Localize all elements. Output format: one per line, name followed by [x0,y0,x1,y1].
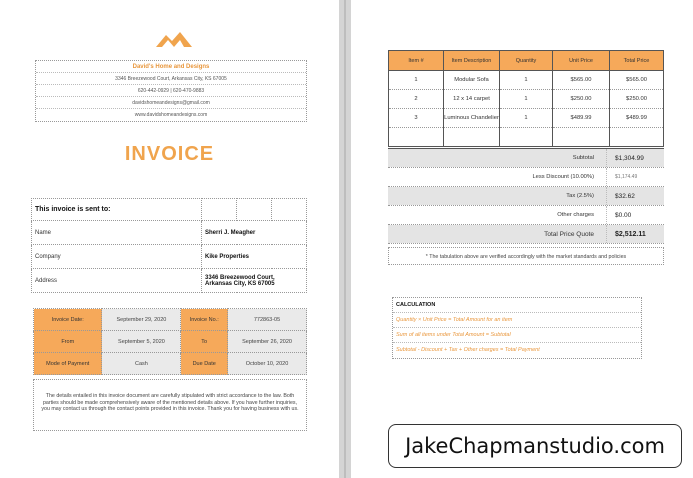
item-unit-price: $250.00 [553,90,610,109]
table-row [389,90,664,109]
item-qty: 1 [500,90,553,109]
calculation-box [392,297,642,359]
company-address: 3346 Breezewood Court, Arkansas City, KS 67005 [36,73,306,85]
item-desc: 12 x 14 carpet [444,90,500,109]
address-value: 3346 Breezewood Court, Arkansas City, KS 67005 [202,269,307,293]
col-header-item-num: Item # [389,51,444,71]
item-total: $250.00 [610,90,664,109]
other-charges-row [388,206,664,225]
company-label: Company [32,245,202,269]
col-header-quantity: Quantity [500,51,553,71]
empty-cell [553,128,610,147]
item-num: 3 [389,109,444,128]
col-header-description: Item Description [444,51,500,71]
item-total: $489.99 [610,109,664,128]
discount-label: Less Discount (10.00%) [532,174,594,180]
company-website: www.davidshomeandesigns.com [134,112,208,118]
due-date-value: October 10, 2020 [228,353,307,375]
col-header-unit-price: Unit Price [553,51,610,71]
sent-to-table [31,198,307,293]
payment-label: Mode of Payment [34,353,102,375]
company-phone: 620-442-0929 | 620-470-9883 [36,85,306,97]
invoice-no-value: 772863-05 [228,309,307,331]
item-unit-price: $565.00 [553,71,610,90]
calculation-line: Sum of all items under Total Amount = Subtotal [393,328,641,343]
other-charges-value: $0.00 [606,206,664,224]
empty-cell [202,199,237,221]
tax-value: $32.62 [606,187,664,205]
company-name: David's Home and Designs [36,61,306,73]
item-unit-price: $489.99 [553,109,610,128]
legal-note: The details entailed in this invoice document are carefully stipulated with strict accordance to the law. Both parties should be made comprehensively aware of the mentioned details above. If you have further inquiries, you may contact us through the contact points provided in this invoice. Thank you for having business with us. [33,379,307,431]
mountain-logo-icon [154,29,194,49]
due-date-label: Due Date [181,353,228,375]
col-header-total-price: Total Price [610,51,664,71]
items-table [388,50,664,147]
to-value: September 26, 2020 [228,331,307,353]
empty-cell [500,128,553,147]
empty-cell [444,128,500,147]
subtotal-row [388,149,664,168]
payment-value: Cash [102,353,181,375]
invoice-date-value: September 29, 2020 [102,309,181,331]
total-row [388,225,664,244]
to-label: To [181,331,228,353]
company-header [35,60,307,122]
tax-label: Tax (2.5%) [388,187,606,205]
discount-row [388,168,664,187]
watermark: JakeChapmanstudio.com [388,424,682,468]
totals-section [388,148,664,244]
empty-cell [389,128,444,147]
calculation-title: CALCULATION [393,298,641,313]
item-desc: Modular Sofa [444,71,500,90]
tax-row [388,187,664,206]
empty-cell [237,199,272,221]
invoice-dates-table [33,308,307,375]
calculation-line: Quantity × Unit Price = Total Amount for an item [393,313,641,328]
invoice-no-label: Invoice No.: [181,309,228,331]
from-label: From [34,331,102,353]
item-num: 1 [389,71,444,90]
item-num: 2 [389,90,444,109]
empty-cell [272,199,307,221]
invoice-date-label: Invoice Date: [34,309,102,331]
empty-cell [610,128,664,147]
table-row [389,109,664,128]
total-value: $2,512.11 [606,225,664,243]
calculation-line: Subtotal - Discount + Tax + Other charges = Total Payment [396,347,540,353]
name-value: Sherri J. Meagher [202,221,307,245]
sent-to-heading: This invoice is sent to: [32,199,202,221]
company-email: davidshomeandesigns@gmail.com [36,97,306,109]
name-label: Name [32,221,202,245]
from-value: September 5, 2020 [102,331,181,353]
subtotal-value: $1,304.99 [606,149,664,167]
item-total: $565.00 [610,71,664,90]
invoice-title: INVOICE [124,143,215,165]
total-label: Total Price Quote [388,225,606,243]
table-row [389,128,664,147]
item-qty: 1 [500,109,553,128]
other-charges-label: Other charges [557,212,594,218]
page-divider [344,0,346,478]
discount-value: $1,174.49 [606,168,664,186]
subtotal-label: Subtotal [388,149,606,167]
company-value: Kike Properties [202,245,307,269]
item-desc: Luminous Chandelier [444,109,500,128]
item-qty: 1 [500,71,553,90]
totals-note: * The tabulation above are verified accordingly with the market standards and policies [388,247,664,265]
address-label: Address [32,269,202,293]
table-row [389,71,664,90]
